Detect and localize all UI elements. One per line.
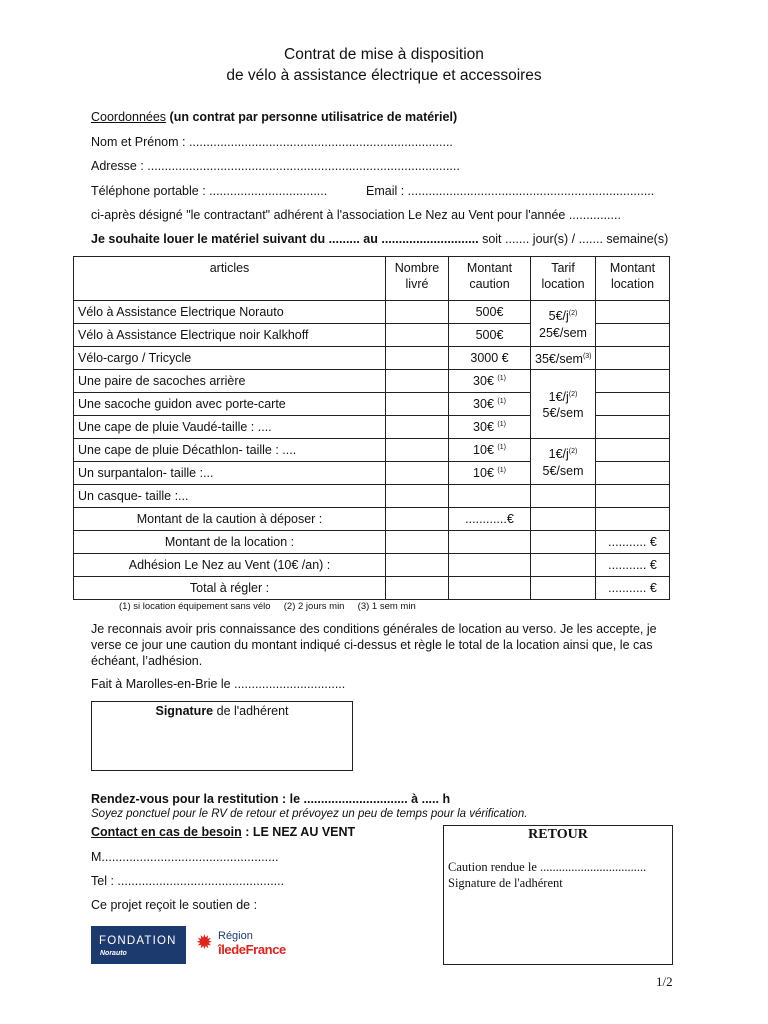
summary-adhesion-row xyxy=(74,554,670,577)
document-title-line1: Contrat de mise à disposition xyxy=(284,46,484,63)
rental-period-bold: Je souhaite louer le matériel suivant du ......... au ............................ xyxy=(91,232,479,246)
article-cell: Une sacoche guidon avec porte-carte xyxy=(74,393,386,416)
summary-adhesion-label: Adhésion Le Nez au Vent (10€ /an) : xyxy=(74,554,386,577)
summary-adhesion-value[interactable]: ........... € xyxy=(596,554,670,577)
empty-cell xyxy=(449,531,531,554)
contact-m-field[interactable]: M................................................... xyxy=(91,850,279,864)
header-montant-caution: Montant caution xyxy=(449,257,531,301)
tarif-vae-cell: $5€/j^{(2)}$ 25€/sem xyxy=(531,301,596,347)
nombre-livre-cell[interactable] xyxy=(386,439,449,462)
equipment-table xyxy=(73,256,670,600)
tarif-cell xyxy=(531,485,596,508)
article-cell: Une paire de sacoches arrière xyxy=(74,370,386,393)
montant-location-cell[interactable] xyxy=(596,370,670,393)
montant-location-cell[interactable] xyxy=(596,301,670,324)
montant-location-cell[interactable] xyxy=(596,324,670,347)
caution-cell[interactable] xyxy=(449,485,531,508)
nombre-livre-cell[interactable] xyxy=(386,485,449,508)
retour-box[interactable] xyxy=(443,825,673,965)
caution-rendue-field[interactable]: Caution rendue le .................................. xyxy=(448,860,647,874)
montant-location-cell[interactable] xyxy=(596,439,670,462)
montant-location-cell[interactable] xyxy=(596,393,670,416)
region-iledefrance-logo: ✹ Région îledeFrance xyxy=(196,930,286,957)
footnotes: (1) si location équipement sans vélo (2) 2 jours min (3) 1 sem min xyxy=(119,601,416,612)
table-row xyxy=(74,439,670,462)
caution-cell: 10€ $^{(1)}$ xyxy=(449,462,531,485)
rental-period-line[interactable] xyxy=(91,232,668,246)
retour-signature-label: Signature de l'adhérent xyxy=(448,876,563,890)
article-cell: Vélo à Assistance Electrique Norauto xyxy=(74,301,386,324)
fondation-norauto-logo: FONDATION Norauto xyxy=(91,926,186,964)
contact-tel-field[interactable]: Tel : ................................................ xyxy=(91,874,285,888)
nombre-livre-cell[interactable] xyxy=(386,324,449,347)
contact-value: : LE NEZ AU VENT xyxy=(241,825,356,839)
tarif-cargo-cell: 35€/sem$^{(3)}$ xyxy=(531,347,596,370)
empty-cell xyxy=(531,554,596,577)
caution-cell: 30€ $^{(1)}$ xyxy=(449,370,531,393)
caution-cell: 3000 € xyxy=(449,347,531,370)
empty-cell xyxy=(531,577,596,600)
acceptance-paragraph: Je reconnais avoir pris connaissance des conditions générales de location au verso. Je les accepte, je verse ce jour une caution du montant indiqué ci-dessus et règle le total de la location ainsi que, le cas échéant, l’adhésion. xyxy=(91,622,657,668)
signature-label: Signature de l'adhérent xyxy=(155,704,289,718)
empty-cell xyxy=(531,508,596,531)
nombre-livre-cell[interactable] xyxy=(386,370,449,393)
adresse-field[interactable]: Adresse : .......................................................................................... xyxy=(91,159,460,173)
nombre-livre-cell[interactable] xyxy=(386,347,449,370)
summary-caution-row xyxy=(74,508,670,531)
empty-cell xyxy=(386,531,449,554)
header-tarif-location: Tarif location xyxy=(531,257,596,301)
caution-cell: 500€ xyxy=(449,324,531,347)
nombre-livre-cell[interactable] xyxy=(386,416,449,439)
table-row xyxy=(74,301,670,324)
soutien-label: Ce projet reçoit le soutien de : xyxy=(91,898,258,912)
coordonnees-note: (un contrat par personne utilisatrice de matériel) xyxy=(166,110,458,124)
header-nombre-livre: Nombre livré xyxy=(386,257,449,301)
nombre-livre-cell[interactable] xyxy=(386,301,449,324)
empty-cell xyxy=(386,508,449,531)
montant-location-cell[interactable] xyxy=(596,347,670,370)
summary-caution-value[interactable]: ............€ xyxy=(449,508,531,531)
article-cell: Vélo à Assistance Electrique noir Kalkhoff xyxy=(74,324,386,347)
article-cell: Un surpantalon- taille :... xyxy=(74,462,386,485)
article-cell: Une cape de pluie Vaudé-taille : .... xyxy=(74,416,386,439)
nombre-livre-cell[interactable] xyxy=(386,462,449,485)
montant-location-cell[interactable] xyxy=(596,485,670,508)
caution-cell: 10€ $^{(1)}$ xyxy=(449,439,531,462)
coordonnees-heading xyxy=(91,110,457,124)
retour-title: RETOUR xyxy=(528,827,588,842)
signature-box[interactable] xyxy=(91,701,353,771)
tarif-accessoires-cell: $1€/j^{(2)}$ 5€/sem xyxy=(531,370,596,439)
rendezvous-line[interactable]: Rendez-vous pour la restitution : le .............................. à ..... h xyxy=(91,792,451,806)
empty-cell xyxy=(386,554,449,577)
article-cell: Vélo-cargo / Tricycle xyxy=(74,347,386,370)
table-row xyxy=(74,347,670,370)
table-header-row xyxy=(74,257,670,301)
contact-line xyxy=(91,825,355,839)
fait-a-line[interactable]: Fait à Marolles-en-Brie le ................................ xyxy=(91,677,346,691)
caution-cell: 30€ $^{(1)}$ xyxy=(449,393,531,416)
article-cell: Une cape de pluie Décathlon- taille : .... xyxy=(74,439,386,462)
montant-location-cell[interactable] xyxy=(596,462,670,485)
summary-location-value[interactable]: ........... € xyxy=(596,531,670,554)
empty-cell xyxy=(596,508,670,531)
region-star-icon: ✹ xyxy=(196,932,213,954)
empty-cell xyxy=(531,531,596,554)
empty-cell xyxy=(449,577,531,600)
montant-location-cell[interactable] xyxy=(596,416,670,439)
contractant-line: ci-après désigné "le contractant" adhérent à l'association Le Nez au Vent pour l'année ............... xyxy=(91,208,621,222)
summary-location-row xyxy=(74,531,670,554)
document-title-line2: de vélo à assistance électrique et accessoires xyxy=(226,67,542,84)
header-articles: articles xyxy=(74,257,386,301)
page-number: 1/2 xyxy=(656,974,673,989)
rendezvous-note: Soyez ponctuel pour le RV de retour et prévoyez un peu de temps pour la vérification. xyxy=(91,808,528,820)
summary-caution-label: Montant de la caution à déposer : xyxy=(74,508,386,531)
summary-total-row xyxy=(74,577,670,600)
summary-location-label: Montant de la location : xyxy=(74,531,386,554)
summary-total-label: Total à régler : xyxy=(74,577,386,600)
tarif-pluie-cell: $1€/j^{(2)}$ 5€/sem xyxy=(531,439,596,485)
email-field[interactable]: Email : ....................................................................... xyxy=(366,184,655,198)
empty-cell xyxy=(449,554,531,577)
table-row xyxy=(74,370,670,393)
contact-label: Contact en cas de besoin xyxy=(91,825,242,839)
caution-cell: 500€ xyxy=(449,301,531,324)
article-cell: Un casque- taille :... xyxy=(74,485,386,508)
coordonnees-label: Coordonnées xyxy=(91,110,167,124)
empty-cell xyxy=(386,577,449,600)
nombre-livre-cell[interactable] xyxy=(386,393,449,416)
telephone-field[interactable]: Téléphone portable : .................................. xyxy=(91,184,328,198)
nom-field[interactable]: Nom et Prénom : ............................................................................ xyxy=(91,135,453,149)
rental-period-duration: soit ....... jour(s) / ....... semaine(s) xyxy=(478,232,669,246)
caution-cell: 30€ $^{(1)}$ xyxy=(449,416,531,439)
header-montant-location: Montant location xyxy=(596,257,670,301)
table-row xyxy=(74,485,670,508)
summary-total-value[interactable]: ........... € xyxy=(596,577,670,600)
